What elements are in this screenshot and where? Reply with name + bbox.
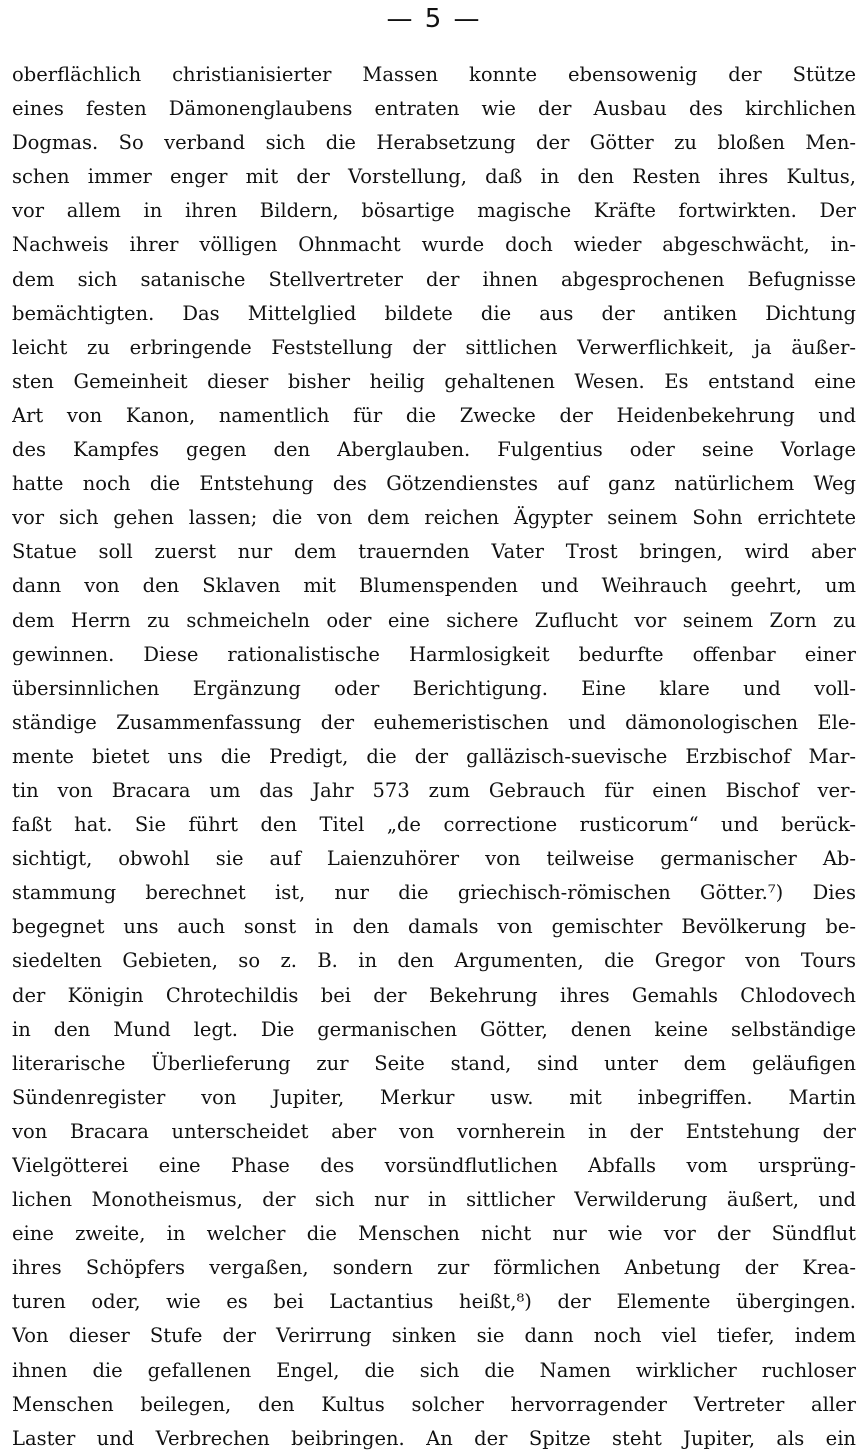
text-line: Statue soll zuerst nur dem trauernden Vater Trost bringen, wird aber (12, 540, 856, 564)
text-line: schen immer enger mit der Vorstellung, daß in den Resten ihres Kultus, (12, 165, 856, 189)
text-line: siedelten Gebieten, so z. B. in den Argumenten, die Gregor von Tours (12, 949, 856, 973)
text-line: eines festen Dämonenglaubens entraten wie der Ausbau des kirchlichen (12, 97, 856, 121)
text-line: des Kampfes gegen den Aberglauben. Fulgentius oder seine Vorlage (12, 438, 856, 462)
text-line: oberflächlich christianisierter Massen konnte ebensowenig der Stütze (12, 63, 856, 86)
text-line: vor allem in ihren Bildern, bösartige magische Kräfte fortwirkten. Der (12, 199, 856, 223)
text-line: dem sich satanische Stellvertreter der ihnen abgesprochenen Befugnisse (12, 267, 856, 291)
text-line: ständige Zusammenfassung der euhemeristischen und dämonologischen Ele- (12, 710, 856, 734)
text-line: dem Herrn zu schmeicheln oder eine sichere Zuflucht vor seinem Zorn zu (12, 608, 856, 632)
text-line: von Bracara unterscheidet aber von vornherein in der Entstehung der (12, 1119, 856, 1143)
text-line: Von dieser Stufe der Verirrung sinken sie dann noch viel tiefer, indem (12, 1324, 856, 1348)
text-line: tin von Bracara um das Jahr 573 zum Gebrauch für einen Bischof ver- (12, 778, 856, 802)
text-line: Dogmas. So verband sich die Herabsetzung der Götter zu bloßen Men- (12, 131, 856, 155)
text-line: Nachweis ihrer völligen Ohnmacht wurde doch wieder abgeschwächt, in- (12, 233, 856, 257)
text-line: Sündenregister von Jupiter, Merkur usw. mit inbegriffen. Martin (12, 1085, 856, 1109)
text-line: Menschen beilegen, den Kultus solcher hervorragender Vertreter aller (12, 1392, 856, 1416)
body-text (12, 58, 856, 1456)
text-line: stammung berechnet ist, nur die griechisch-römischen Götter.⁷) Dies (12, 881, 856, 905)
text-line: in den Mund legt. Die germanischen Götter, denen keine selbständige (12, 1017, 856, 1041)
text-line: dann von den Sklaven mit Blumenspenden und Weihrauch geehrt, um (12, 574, 856, 598)
text-line: lichen Monotheismus, der sich nur in sittlicher Verwilderung äußert, und (12, 1188, 856, 1212)
text-line: der Königin Chrotechildis bei der Bekehrung ihres Gemahls Chlodovech (12, 983, 856, 1007)
text-line: vor sich gehen lassen; die von dem reichen Ägypter seinem Sohn errichtete (12, 506, 856, 530)
text-line: bemächtigten. Das Mittelglied bildete die aus der antiken Dichtung (12, 301, 856, 325)
text-line: sichtigt, obwohl sie auf Laienzuhörer von teilweise germanischer Ab- (12, 847, 856, 871)
text-line: Laster und Verbrechen beibringen. An der Spitze steht Jupiter, als ein (12, 1426, 856, 1450)
text-line: faßt hat. Sie führt den Titel „de correctione rusticorum“ und berück- (12, 813, 856, 837)
text-line: ihres Schöpfers vergaßen, sondern zur förmlichen Anbetung der Krea- (12, 1256, 856, 1280)
text-line: Art von Kanon, namentlich für die Zwecke der Heidenbekehrung und (12, 403, 856, 427)
page-number: — 5 — (386, 4, 482, 34)
text-line: eine zweite, in welcher die Menschen nicht nur wie vor der Sündflut (12, 1222, 856, 1246)
text-line: begegnet uns auch sonst in den damals von gemischter Bevölkerung be- (12, 915, 856, 939)
text-line: turen oder, wie es bei Lactantius heißt,⁸) der Elemente übergingen. (12, 1290, 856, 1314)
text-line: ihnen die gefallenen Engel, die sich die Namen wirklicher ruchloser (12, 1358, 856, 1382)
text-line: literarische Überlieferung zur Seite stand, sind unter dem geläufigen (12, 1051, 856, 1075)
text-line: hatte noch die Entstehung des Götzendienstes auf ganz natürlichem Weg (12, 472, 856, 496)
text-line: mente bietet uns die Predigt, die der galläzisch-suevische Erzbischof Mar- (12, 744, 856, 768)
text-line: übersinnlichen Ergänzung oder Berichtigung. Eine klare und voll- (12, 676, 856, 700)
text-line: sten Gemeinheit dieser bisher heilig gehaltenen Wesen. Es entstand eine (12, 369, 856, 393)
text-line: gewinnen. Diese rationalistische Harmlosigkeit bedurfte offenbar einer (12, 642, 856, 666)
text-line: Vielgötterei eine Phase des vorsündflutlichen Abfalls vom ursprüng- (12, 1154, 856, 1177)
text-line: leicht zu erbringende Feststellung der sittlichen Verwerflichkeit, ja äußer- (12, 335, 856, 359)
